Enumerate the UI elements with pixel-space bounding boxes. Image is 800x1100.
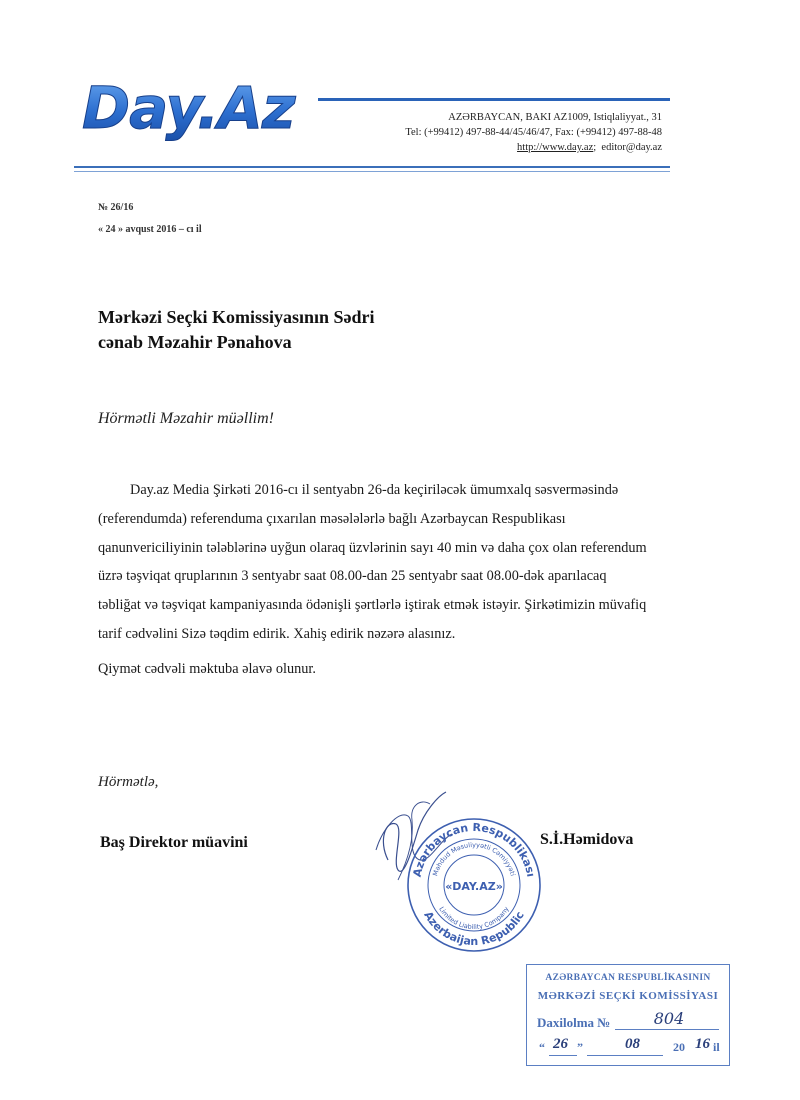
logo-text: Day.Az (82, 74, 295, 142)
closing-phrase: Hörmətlə, (98, 774, 159, 790)
seal-inner-top-text: Məhdud Məsuliyyətli Cəmiyyəti (431, 840, 517, 877)
stamp-quote-open: “ (539, 1040, 545, 1054)
stamp-day: 26 (553, 1036, 568, 1052)
stamp-year-word: il (713, 1040, 720, 1054)
letterhead-rule-thin (74, 171, 670, 172)
stamp-commission-line: MƏRKƏZİ SEÇKİ KOMİSSİYASI (537, 990, 719, 1002)
stamp-incoming-label: Daxilolma № (537, 1015, 611, 1030)
stamp-month-underline (587, 1055, 663, 1056)
stamp-year-prefix: 20 (673, 1040, 685, 1054)
recipient-name: cənab Məzahir Pənahova (98, 332, 292, 352)
email-link[interactable]: editor@day.az (601, 142, 662, 153)
stamp-country-line: AZƏRBAYCAN RESPUBLİKASININ (545, 973, 711, 983)
links-separator: ; (593, 142, 597, 153)
svg-text:Limited Liability Company (437, 905, 510, 931)
stamp-number-underline (615, 1029, 719, 1030)
company-seal (404, 815, 544, 955)
letterhead-contacts (405, 110, 662, 155)
attachment-note: Qiymət cədvəli məktuba əlavə olunur. (98, 661, 316, 677)
svg-text:Məhdud Məsuliyyətli Cəmiyyəti (431, 841, 517, 877)
company-address: AZƏRBAYCAN, BAKI AZ1009, Istiqlaliyyat., 31 (448, 112, 662, 123)
stamp-incoming-number: 804 (653, 1009, 685, 1028)
stamp-date (535, 1038, 725, 1060)
website-link[interactable]: http://www.day.az (517, 142, 594, 153)
registration-stamp (526, 964, 730, 1066)
seal-outer-top-text: Azərbaycan Respublikası (410, 820, 538, 879)
company-phone: Tel: (+99412) 497-88-44/45/46/47, Fax: (+99412) 497-88-48 (405, 127, 662, 138)
signatory-name: S.İ.Həmidova (540, 831, 634, 848)
stamp-month: 08 (625, 1036, 640, 1052)
body-line: qanunvericiliyinin tələblərinə uyğun olaraq üzvlərinin sayı 40 min və daha çox olan referendum (98, 539, 647, 556)
body-line: təbliğat və təşviqat kampaniyasında ödənişli şərtlərlə iştirak etmək istəyir. Şirkətimizin müvafiq (98, 597, 647, 614)
seal-outer-bottom-text: Azerbaijan Republic (421, 909, 527, 949)
document-date: « 24 » avqust 2016 – cı il (98, 224, 202, 235)
seal-inner-bottom-text: Limited Liability Company (437, 905, 511, 932)
document-number: № 26/16 (98, 202, 134, 213)
stamp-day-underline (549, 1055, 577, 1056)
letter-body (98, 476, 670, 649)
stamp-quote-close: ” (577, 1040, 583, 1054)
stamp-year-suffix: 16 (695, 1036, 710, 1052)
day-az-logo (78, 72, 308, 142)
letterhead-rule (74, 166, 670, 168)
signatory-position: Baş Direktor müavini (100, 834, 248, 851)
body-line: tarif cədvəlini Sizə təqdim edirik. Xahiş edirik nəzərə alasınız. (98, 625, 456, 642)
body-line: Day.az Media Şirkəti 2016-cı il sentyabn 26-da keçiriləcək ümumxalq səsverməsində (130, 482, 619, 498)
letterhead-accent-line (318, 98, 670, 101)
salutation: Hörmətli Məzahir müəllim! (98, 410, 274, 427)
recipient-title: Mərkəzi Seçki Komissiyasının Sədri (98, 307, 375, 327)
svg-text:Azərbaycan Respublikası (411, 821, 538, 878)
seal-center-text: «DAY.AZ» (445, 880, 503, 893)
body-line: (referendumda) referenduma çıxarılan məsələlərlə bağlı Azərbaycan Respublikası (98, 510, 566, 527)
company-links (405, 140, 662, 155)
body-line: üzrə təşviqat qruplarının 3 sentyabr saat 08.00-dan 25 sentyabr saat 08.00-dək aparılacaq (98, 568, 607, 585)
recipient-block (98, 305, 375, 355)
